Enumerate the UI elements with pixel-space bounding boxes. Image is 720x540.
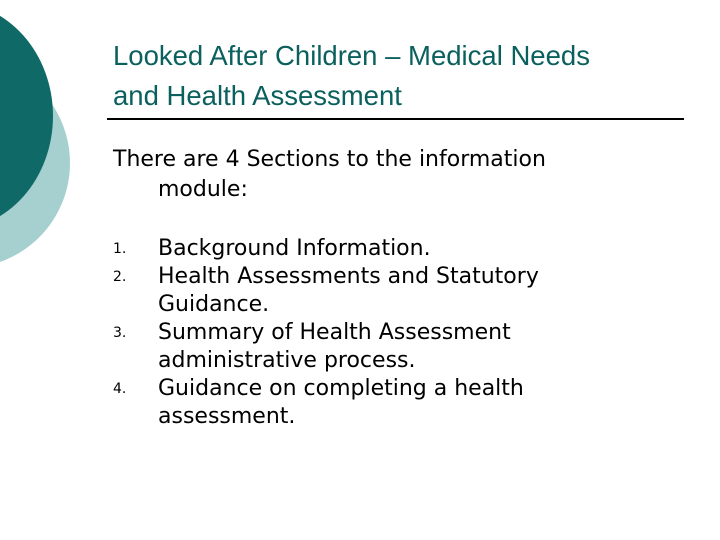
intro-line-2: module: bbox=[158, 177, 248, 202]
slide-body bbox=[113, 145, 703, 431]
title-line-1: Looked After Children – Medical Needs bbox=[113, 40, 590, 71]
intro-text bbox=[113, 145, 703, 205]
list-item-text-continued: administrative process. bbox=[158, 348, 416, 373]
list-item-text: Guidance on completing a health bbox=[158, 376, 524, 401]
list-item-text: Health Assessments and Statutory bbox=[158, 264, 539, 289]
list-item bbox=[113, 319, 703, 375]
list-item-number: 1. bbox=[113, 241, 127, 257]
list-item-number: 2. bbox=[113, 269, 127, 285]
list-item-text: Background Information. bbox=[158, 236, 431, 261]
list-item-number: 4. bbox=[113, 381, 127, 397]
list-item-text-continued: Guidance. bbox=[158, 292, 270, 317]
list-item bbox=[113, 235, 703, 263]
list-item bbox=[113, 375, 703, 431]
list-item-text: Summary of Health Assessment bbox=[158, 320, 511, 345]
slide-title bbox=[113, 36, 703, 116]
sections-list bbox=[113, 235, 703, 431]
list-item bbox=[113, 263, 703, 319]
title-line-2: and Health Assessment bbox=[113, 80, 402, 111]
title-divider bbox=[107, 118, 684, 120]
list-item-text-continued: assessment. bbox=[158, 404, 296, 429]
list-item-number: 3. bbox=[113, 325, 127, 341]
intro-line-1: There are 4 Sections to the information bbox=[113, 147, 546, 172]
